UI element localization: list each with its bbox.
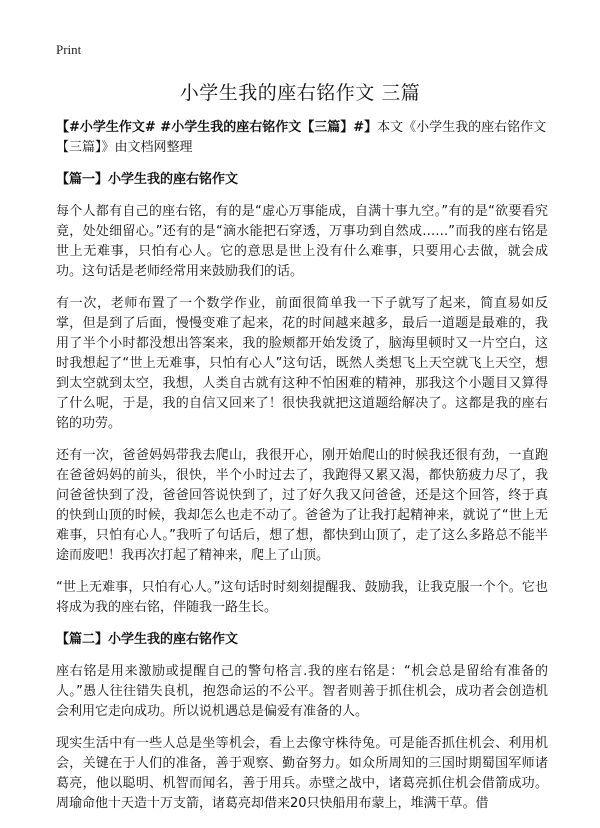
meta-source-text: 本文《小学生我的座右铭作文【三篇】》由文档网整理 bbox=[56, 120, 547, 155]
section-2-paragraph-2: 现实生活中有一些人总是坐等机会，看上去像守株待兔。可是能否抓住机会、利用机会，关键在于人们的准备，善于观察、勤奋努力。如众所周知的三国时期蜀国军师诸葛亮，他以聪明、机智而闻名，善于用兵。赤壁之战中，诸葛亮抓住机会借箭成功。周瑜命他十天造十万支箭，诸葛亮却借来20只快船用布蒙上，堆满干草。借 bbox=[56, 736, 548, 811]
document-meta bbox=[56, 118, 548, 158]
document-title: 小学生我的座右铭作文 三篇 bbox=[179, 82, 421, 104]
print-label: Print bbox=[56, 42, 82, 57]
section-heading-2: 【篇二】小学生我的座右铭作文 bbox=[56, 632, 239, 647]
section-1-paragraph-4: “世上无难事，只怕有心人。”这句话时时刻刻提醒我、鼓励我，让我克服一个个。它也将成为我的座右铭，伴随我一路生长。 bbox=[56, 580, 548, 615]
document-body bbox=[56, 118, 548, 826]
meta-tag-line: 【#小学生作文# #小学生我的座右铭作文【三篇】#】 bbox=[56, 120, 378, 135]
section-heading-1: 【篇一】小学生我的座右铭作文 bbox=[56, 172, 239, 187]
section-2-paragraph-1: 座右铭是用来激励或提醒自己的警句格言.我的座右铭是：“机会总是留给有准备的人。”愚人往往错失良机，抱怨命运的不公平。智者则善于抓住机会，成功者会创造机会利用它走向成功。所以说机遇总是偏爱有准备的人。 bbox=[56, 664, 548, 719]
section-1-paragraph-3: 还有一次，爸爸妈妈带我去爬山，我很开心，刚开始爬山的时候我还很有劲，一直跑在爸爸妈妈的前头，很快，半个小时过去了，我跑得又累又渴，都快筋疲力尽了，我问爸爸快到了没，爸爸回答说快到了，过了好久我又问爸爸，还是这个回答，终于真的快到山顶的时候，我却怎么也走不动了。爸爸为了让我打起精神来，就说了“世上无难事，只怕有心人。”我听了句话后，想了想，都快到山顶了，走了这么多路总不能半途而废吧！我再次打起了精神来，爬上了山顶。 bbox=[56, 448, 548, 563]
section-1-paragraph-2: 有一次，老师布置了一个数学作业，前面很简单我一下子就写了起来，简直易如反掌，但是到了后面，慢慢变难了起来，花的时间越来越多，最后一道题是最难的，我用了半个小时都没想出答案来，我的脸颊都开始发烫了，脑海里顿时又一片空白，这时我想起了“世上无难事，只怕有心人”这句话，既然人类想飞上天空就飞上天空，想到太空就到太空，我想，人类自古就有这种不怕困难的精神，那我这个小题目又算得了什么呢，于是，我的自信又回来了！很快我就把这道题给解决了。这都是我的座右铭的功劳。 bbox=[56, 296, 548, 431]
section-1-paragraph-1: 每个人都有自己的座右铭，有的是“虚心万事能成，自满十事九空。”有的是“欲要看究竟，处处细留心。”还有的是“滴水能把石穿透，万事功到自然成……”而我的座右铭是世上无难事，只怕有心人。它的意思是世上没有什么难事，只要用心去做，就会成功。这句话是老师经常用来鼓励我们的话。 bbox=[56, 204, 548, 279]
